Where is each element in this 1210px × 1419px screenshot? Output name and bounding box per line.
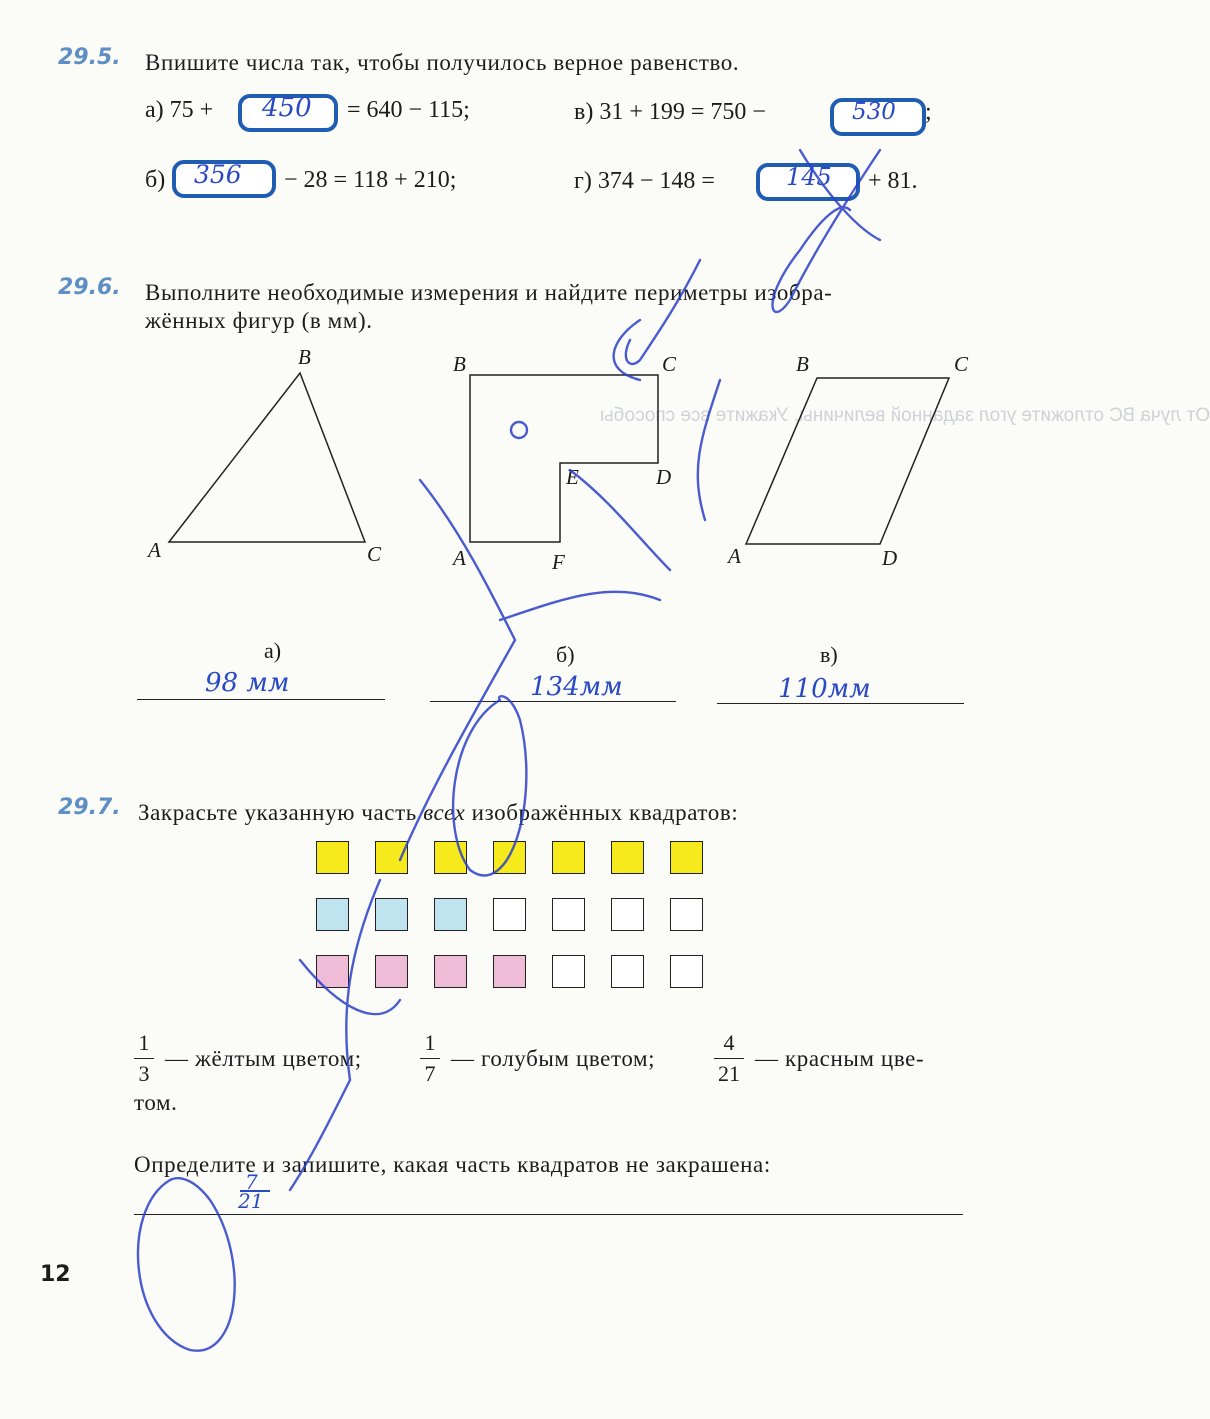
grid-square[interactable] [375,898,408,931]
grid-square[interactable] [670,955,703,988]
hex-vertex-d: D [656,465,672,489]
fraction-denominator: 3 [138,1061,150,1086]
grid-square[interactable] [552,898,585,931]
answer-line-unshaded [134,1214,963,1215]
para-vertex-d: D [882,546,898,570]
answer-perimeter-a[interactable]: 98 мм [205,668,290,698]
exercise-29-5-instruction: Впишите числа так, чтобы получилось верное равенство. [145,50,740,75]
instruction-em: всех [423,800,466,825]
hex-vertex-b: B [453,352,466,376]
eq-g-pre: г) 374 − 148 = [574,168,715,194]
answer-numerator[interactable]: 7 [245,1170,258,1194]
fraction-one-seventh [420,1030,440,1087]
answer-v: 530 [852,99,896,125]
answer-a: 450 [262,93,312,123]
grid-square[interactable] [316,898,349,931]
instruction-pre: Закрасьте указанную часть [138,800,424,825]
figures-svg [0,0,1000,620]
grid-square[interactable] [611,955,644,988]
para-vertex-c: C [954,352,969,376]
fraction-text-red: — красным цве- [755,1046,925,1071]
eq-v-post: ; [925,99,932,125]
exercise-number-29-5: 29.5. [58,45,121,70]
exercise-number-29-7: 29.7. [58,795,121,820]
fraction-denominator: 7 [424,1061,436,1086]
grid-square[interactable] [670,841,703,874]
scribble-stroke [400,640,515,860]
para-vertex-a: A [728,544,741,568]
answer-denominator[interactable]: 21 [238,1189,264,1213]
grid-square[interactable] [611,898,644,931]
fraction-one-third [134,1030,154,1087]
para-vertex-b: B [796,352,809,376]
answer-perimeter-b[interactable]: 134мм [530,672,623,702]
hex-vertex-e: E [566,465,579,489]
fraction-text-blue: — голубым цветом; [451,1046,656,1071]
exercise-29-7-instruction [138,800,738,826]
fraction-numerator: 1 [424,1030,436,1055]
fig-b-label: б) [556,642,575,667]
grid-square[interactable] [552,955,585,988]
eq-a-pre: а) 75 + [145,97,214,123]
parallelogram-abcd [746,378,949,544]
grid-square[interactable] [611,841,644,874]
fig-v-label: в) [820,642,838,667]
answer-b: 356 [194,160,242,189]
fig-a-label: а) [264,638,282,663]
tri-vertex-a: A [148,538,161,562]
grid-square[interactable] [375,841,408,874]
page-number: 12 [40,1262,71,1287]
answer-g: 145 [786,163,832,191]
instruction-post: изображённых квадратов: [465,800,739,825]
grid-square[interactable] [670,898,703,931]
grid-square[interactable] [493,841,526,874]
triangle-abc [169,373,365,542]
grid-square[interactable] [316,955,349,988]
fraction-numerator: 4 [723,1030,735,1055]
fraction-bar [420,1058,440,1059]
fraction-text-yellow: — жёлтым цветом; [165,1046,362,1071]
eq-v-pre: в) 31 + 199 = 750 − [574,99,766,125]
grid-square[interactable] [493,898,526,931]
grid-square[interactable] [552,841,585,874]
grid-square[interactable] [434,955,467,988]
answer-line-a [137,699,385,700]
fraction-bar [134,1058,154,1059]
grid-square[interactable] [434,898,467,931]
tri-vertex-b: B [298,345,311,369]
hex-vertex-f: F [552,550,565,574]
fraction-numerator: 1 [138,1030,150,1055]
fraction-denominator: 21 [718,1061,740,1086]
grid-square[interactable] [434,841,467,874]
exercise-number-29-6: 29.6. [58,275,121,300]
grid-square[interactable] [493,955,526,988]
eq-b-post: − 28 = 118 + 210; [284,167,457,193]
grid-square[interactable] [316,841,349,874]
eq-a-post: = 640 − 115; [347,97,470,123]
fraction-bar [714,1058,744,1059]
exercise-29-6-line2: жённых фигур (в мм). [145,308,373,333]
hex-vertex-a: A [453,546,466,570]
fraction-four-21 [714,1030,744,1087]
eq-g-post: + 81. [868,168,918,194]
ghost-line: От луча ВС отложите угол заданной величины. Укажите все способы [600,405,1210,426]
tri-vertex-c: C [367,542,382,566]
question-unshaded: Определите и запишите, какая часть квадратов не закрашена: [134,1152,771,1177]
grid-square[interactable] [375,955,408,988]
scribble-stroke [138,1178,235,1351]
hexagon-bcdefa [470,375,658,542]
hex-vertex-c: C [662,352,677,376]
exercise-29-6-line1: Выполните необходимые измерения и найдите периметры изобра- [145,280,833,305]
fraction-text-tail: том. [134,1090,178,1115]
eq-b-pre: б) [145,167,166,193]
answer-perimeter-v[interactable]: 110мм [778,674,871,704]
